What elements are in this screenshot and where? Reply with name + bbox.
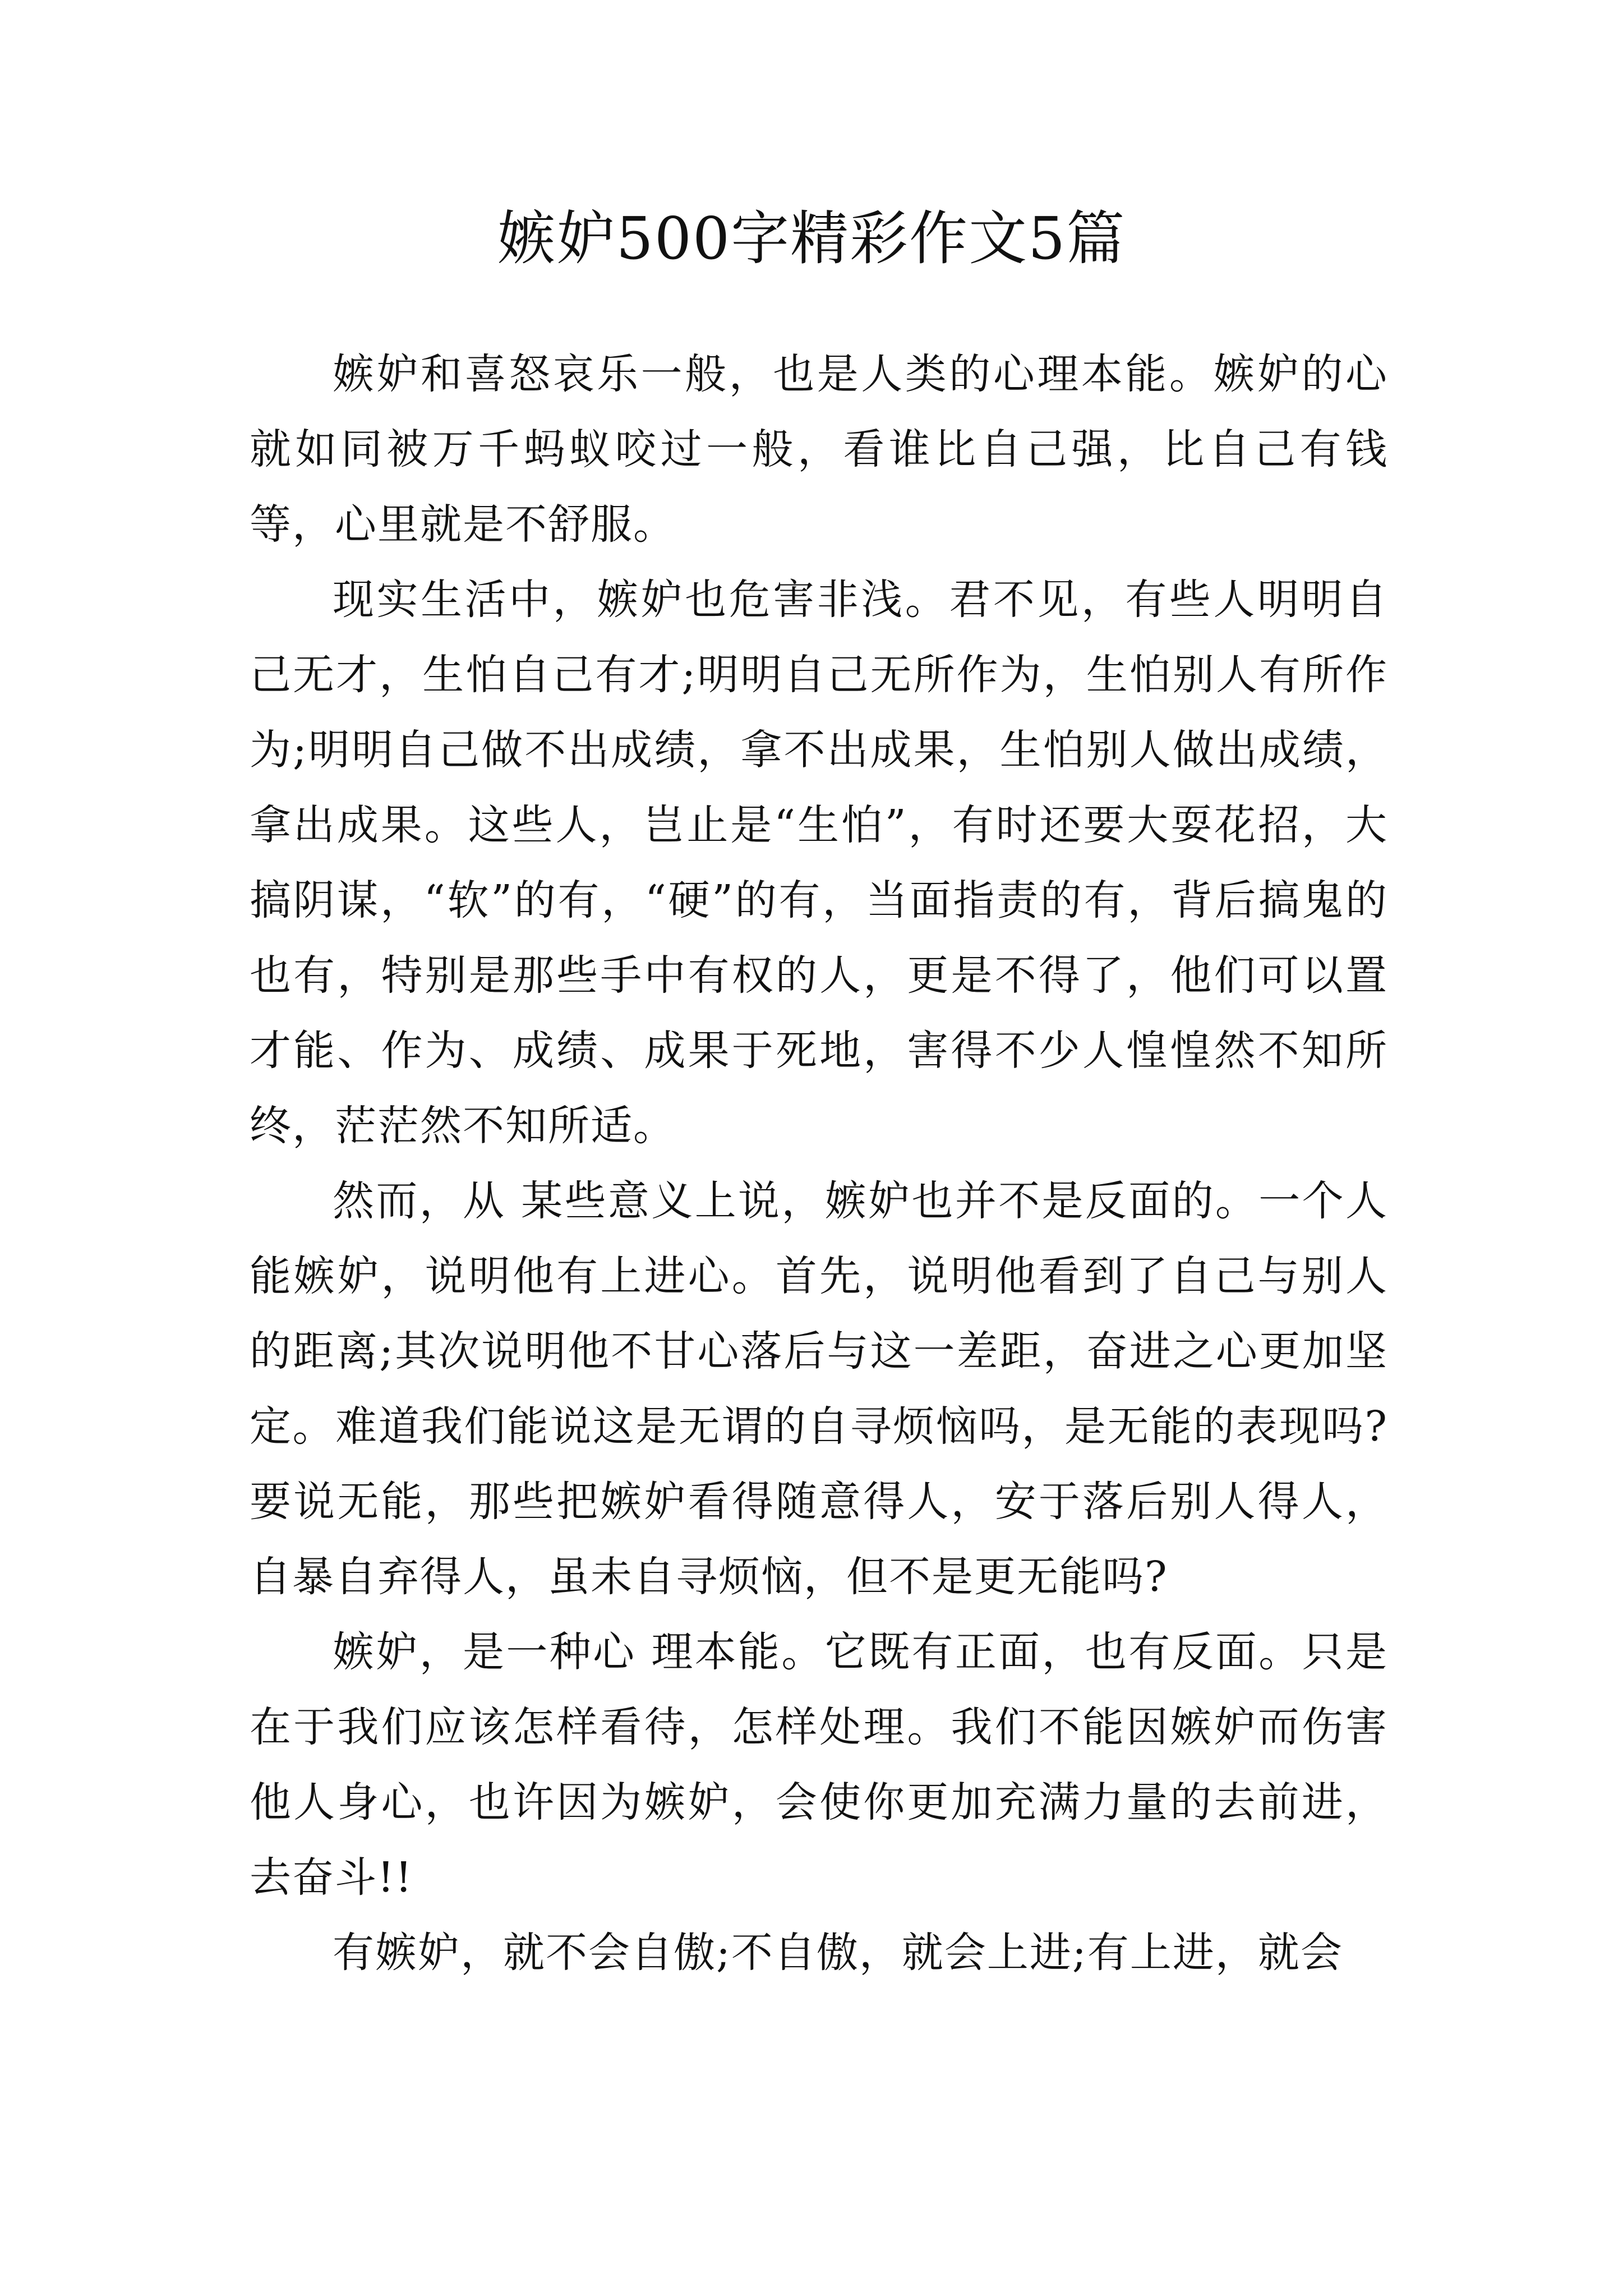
paragraph: 嫉妒和喜怒哀乐一般，也是人类的心理本能。嫉妒的心就如同被万千蚂蚁咬过一般，看谁比自己强，比自己有钱等，心里就是不舒服。 [250, 350, 1388, 549]
paragraph: 然而，从 某些意义上说，嫉妒也并不是反面的。一个人能嫉妒，说明他有上进心。首先，说明他看到了自己与别人的距离;其次说明他不甘心落后与这一差距，奋进之心更加坚定。难道我们能说这是无谓的自寻烦恼吗，是无能的表现吗?要说无能，那些把嫉妒看得随意得人，安于落后别人得人，自暴自弃得人，虽未自寻烦恼，但不是更无能吗? [250, 1177, 1388, 1601]
document-body [250, 337, 1388, 1990]
document-title: 嫉妒500字精彩作文5篇 [497, 204, 1126, 273]
paragraph: 现实生活中，嫉妒也危害非浅。君不见，有些人明明自己无才，生怕自己有才;明明自己无所作为，生怕别人有所作为;明明自己做不出成绩，拿不出成果，生怕别人做出成绩，拿出成果。这些人，岂止是“生怕”，有时还要大耍花招，大搞阴谋，“软”的有，“硬”的有，当面指责的有，背后搞鬼的也有，特别是那些手中有权的人，更是不得了，他们可以置才能、作为、成绩、成果于死地，害得不少人惶惶然不知所终，茫茫然不知所适。 [250, 576, 1388, 1150]
paragraph: 嫉妒，是一种心 理本能。它既有正面，也有反面。只是在于我们应该怎样看待，怎样处理。我们不能因嫉妒而伤害他人身心，也许因为嫉妒，会使你更加充满力量的去前进，去奋斗!! [250, 1628, 1388, 1902]
paragraph: 有嫉妒，就不会自傲;不自傲，就会上进;有上进，就会 [333, 1929, 1343, 1977]
